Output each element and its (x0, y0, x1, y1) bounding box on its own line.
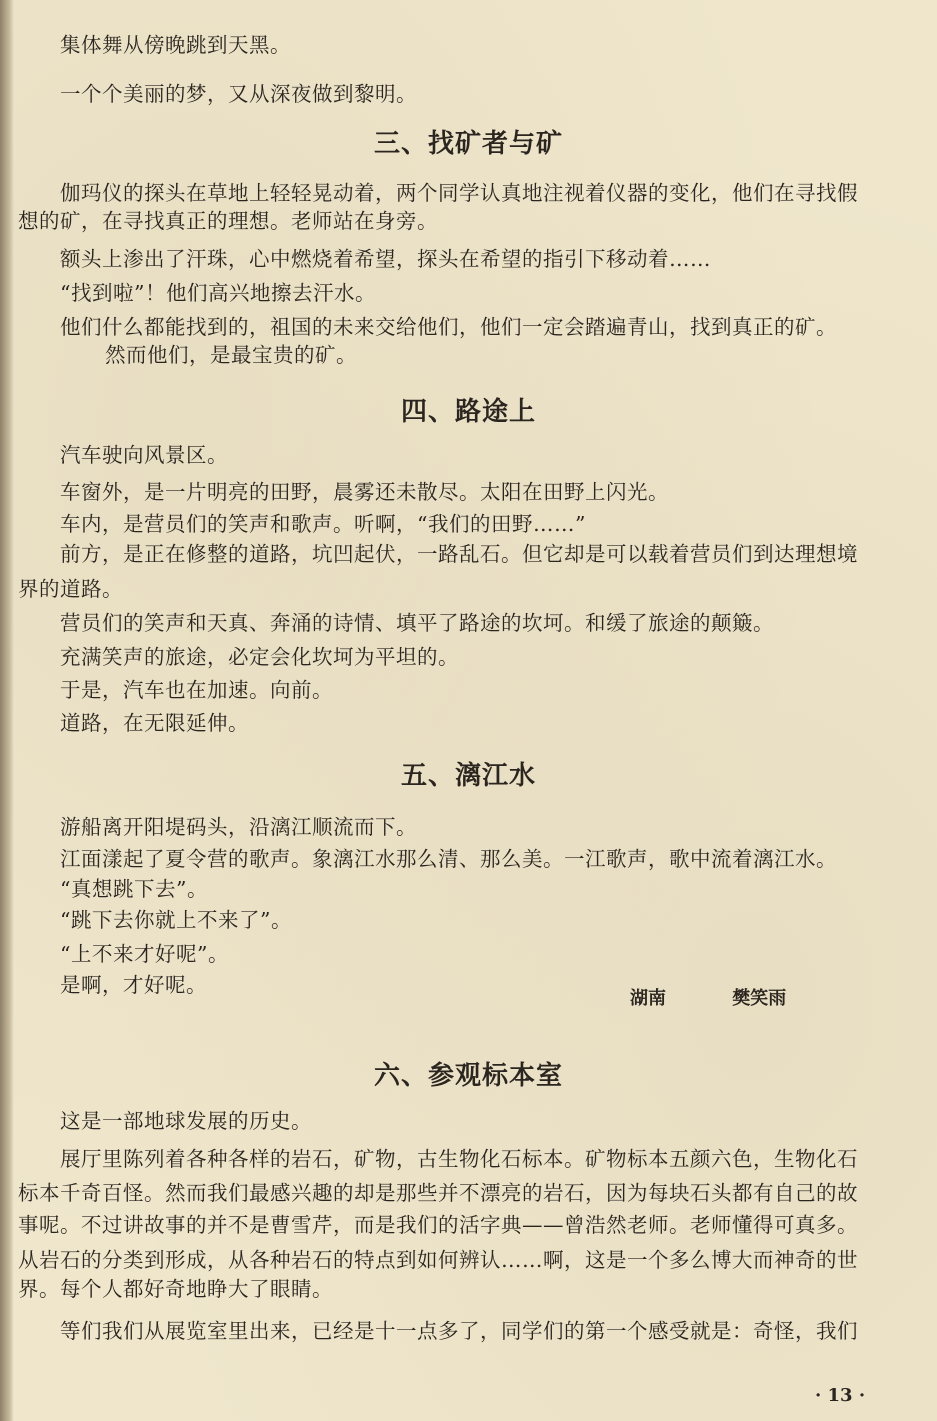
paragraph-line: 营员们的笑声和天真、奔涌的诗情、填平了路途的坎坷。和缓了旅途的颠簸。 (60, 611, 774, 635)
section-3-title: 三、找矿者与矿 (373, 129, 563, 159)
paragraph-line: 伽玛仪的探头在草地上轻轻晃动着，两个同学认真地注视着仪器的变化，他们在寻找假 (60, 181, 858, 205)
paragraph-line: 车内，是营员们的笑声和歌声。听啊，“我们的田野……” (60, 512, 586, 536)
paragraph-line: 想的矿，在寻找真正的理想。老师站在身旁。 (18, 209, 438, 233)
paragraph-line: 事呢。不过讲故事的并不是曹雪芹，而是我们的活字典——曾浩然老师。老师懂得可真多。 (18, 1213, 858, 1237)
paragraph-line: 标本千奇百怪。然而我们最感兴趣的却是那些并不漂亮的岩石，因为每块石头都有自己的故 (18, 1181, 858, 1205)
paragraph-line: 是啊，才好呢。 (60, 973, 207, 997)
paragraph-line: 等们我们从展览室里出来，已经是十一点多了，同学们的第一个感受就是：奇怪，我们 (60, 1319, 858, 1343)
paragraph-line: 展厅里陈列着各种各样的岩石，矿物，古生物化石标本。矿物标本五颜六色，生物化石 (60, 1147, 858, 1171)
paragraph-line: 然而他们，是最宝贵的矿。 (105, 343, 357, 367)
paragraph-line: 于是，汽车也在加速。向前。 (60, 678, 333, 702)
page-binding-edge (0, 0, 14, 1421)
section-4-title: 四、路途上 (400, 397, 536, 427)
paragraph-line: 前方，是正在修整的道路，坑凹起伏，一路乱石。但它却是可以载着营员们到达理想境 (60, 542, 858, 566)
paragraph-line: 道路，在无限延伸。 (60, 711, 249, 735)
paragraph-line: 界。每个人都好奇地睁大了眼睛。 (18, 1277, 333, 1301)
paragraph-line: 额头上渗出了汗珠，心中燃烧着希望，探头在希望的指引下移动着…… (60, 247, 711, 271)
paragraph-line: 界的道路。 (18, 577, 123, 601)
author-name: 樊笑雨 (732, 988, 787, 1009)
page-number: · 13 · (815, 1385, 866, 1406)
author-signature (630, 984, 786, 1010)
paragraph-line: 他们什么都能找到的，祖国的未来交给他们，他们一定会踏遍青山，找到真正的矿。 (60, 315, 837, 339)
paragraph-line: “跳下去你就上不来了”。 (60, 908, 292, 932)
author-region: 湖南 (630, 988, 666, 1009)
intro-line-1: 集体舞从傍晚跳到天黑。 (60, 33, 291, 57)
section-6-title: 六、参观标本室 (373, 1061, 563, 1091)
paragraph-line: 汽车驶向风景区。 (60, 443, 228, 467)
section-5-title: 五、漓江水 (400, 761, 536, 791)
intro-line-2: 一个个美丽的梦，又从深夜做到黎明。 (60, 82, 417, 106)
paragraph-line: “上不来才好呢”。 (60, 942, 229, 966)
paragraph-line: 车窗外，是一片明亮的田野，晨雾还未散尽。太阳在田野上闪光。 (60, 480, 669, 504)
paragraph-line: 这是一部地球发展的历史。 (60, 1109, 312, 1133)
paragraph-line: 游船离开阳堤码头，沿漓江顺流而下。 (60, 815, 417, 839)
paragraph-line: “找到啦”！他们高兴地擦去汗水。 (60, 281, 376, 305)
paragraph-line: 从岩石的分类到形成，从各种岩石的特点到如何辨认……啊，这是一个多么博大而神奇的世 (18, 1248, 858, 1272)
paragraph-line: “真想跳下去”。 (60, 877, 208, 901)
paragraph-line: 充满笑声的旅途，必定会化坎坷为平坦的。 (60, 645, 459, 669)
paragraph-line: 江面漾起了夏令营的歌声。象漓江水那么清、那么美。一江歌声，歌中流着漓江水。 (60, 847, 837, 871)
